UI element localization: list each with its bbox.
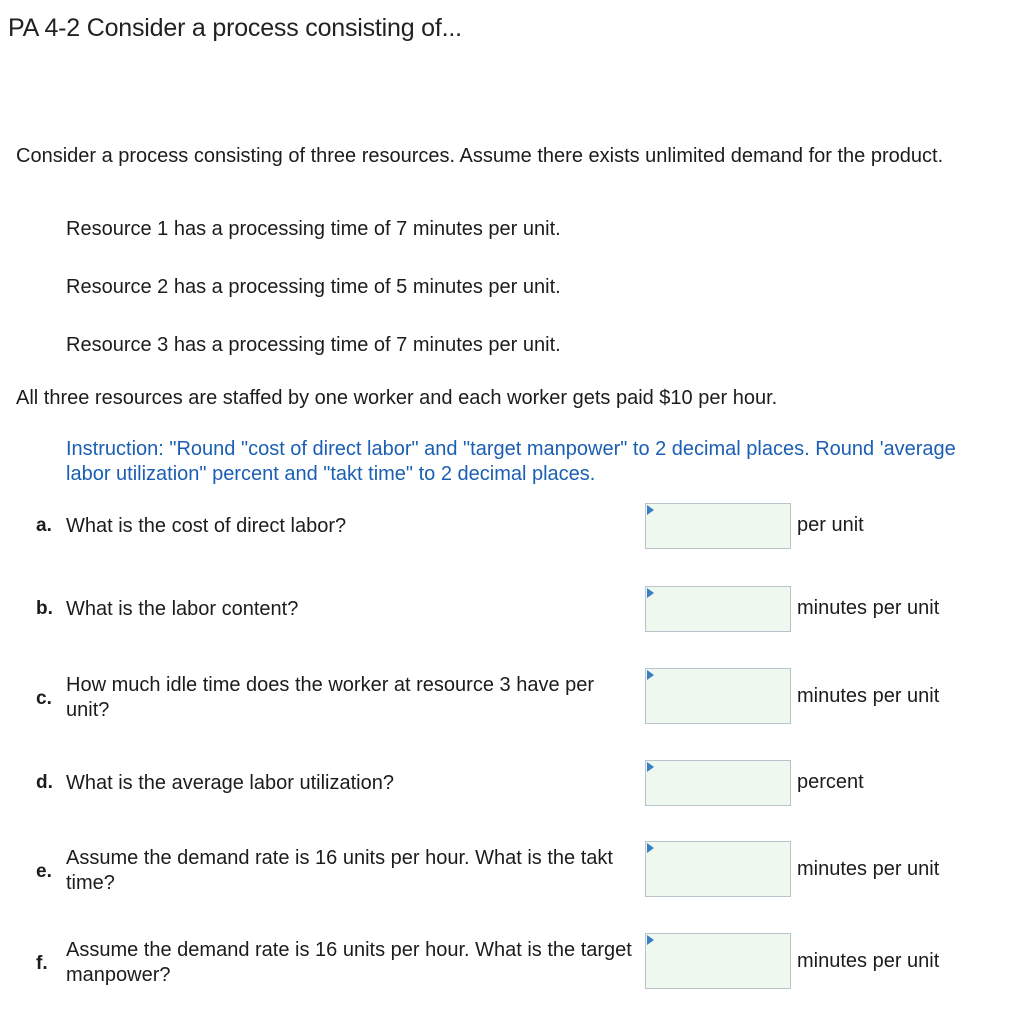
question-text: Assume the demand rate is 16 units per hour. What is the target manpower? [66, 939, 632, 986]
flag-icon [647, 670, 654, 680]
answer-input-b[interactable] [645, 586, 791, 632]
question-text: What is the labor content? [66, 598, 299, 620]
answer-input-c[interactable] [645, 668, 791, 724]
question-letter: c. [36, 688, 52, 709]
answer-input-f[interactable] [645, 933, 791, 989]
flag-icon [647, 935, 654, 945]
staffing-text: All three resources are staffed by one worker and each worker gets paid $10 per hour. [16, 387, 778, 409]
answer-field-e[interactable] [646, 842, 790, 896]
resource-2-text: Resource 2 has a processing time of 5 minutes per unit. [66, 276, 561, 298]
answer-input-a[interactable] [645, 503, 791, 549]
unit-label: minutes per unit [797, 950, 940, 972]
answer-field-d[interactable] [646, 761, 790, 805]
answer-field-f[interactable] [646, 934, 790, 988]
answer-input-e[interactable] [645, 841, 791, 897]
resource-1-text: Resource 1 has a processing time of 7 minutes per unit. [66, 218, 561, 240]
resource-3-text: Resource 3 has a processing time of 7 minutes per unit. [66, 334, 561, 356]
answer-field-c[interactable] [646, 669, 790, 723]
question-text: What is the cost of direct labor? [66, 515, 347, 537]
flag-icon [647, 762, 654, 772]
flag-icon [647, 588, 654, 598]
answer-field-a[interactable] [646, 504, 790, 548]
question-text: What is the average labor utilization? [66, 772, 394, 794]
answer-input-d[interactable] [645, 760, 791, 806]
question-letter: f. [36, 953, 48, 974]
answer-field-b[interactable] [646, 587, 790, 631]
instruction-text: Instruction: "Round "cost of direct labor" and "target manpower" to 2 decimal places. Round 'average labor utilization" percent and "takt time" to 2 decimal places. [66, 438, 956, 485]
question-letter: b. [36, 598, 53, 619]
unit-label: minutes per unit [797, 685, 940, 707]
unit-label: percent [797, 771, 864, 793]
unit-label: minutes per unit [797, 597, 940, 619]
unit-label: minutes per unit [797, 858, 940, 880]
page-title: PA 4-2 Consider a process consisting of... [8, 14, 462, 42]
question-text: Assume the demand rate is 16 units per hour. What is the takt time? [66, 847, 613, 894]
unit-label: per unit [797, 514, 864, 536]
question-letter: d. [36, 772, 53, 793]
problem-intro: Consider a process consisting of three resources. Assume there exists unlimited demand for the product. [16, 145, 944, 167]
question-letter: a. [36, 515, 52, 536]
question-text: How much idle time does the worker at resource 3 have per unit? [66, 674, 595, 721]
flag-icon [647, 843, 654, 853]
flag-icon [647, 505, 654, 515]
question-letter: e. [36, 861, 52, 882]
